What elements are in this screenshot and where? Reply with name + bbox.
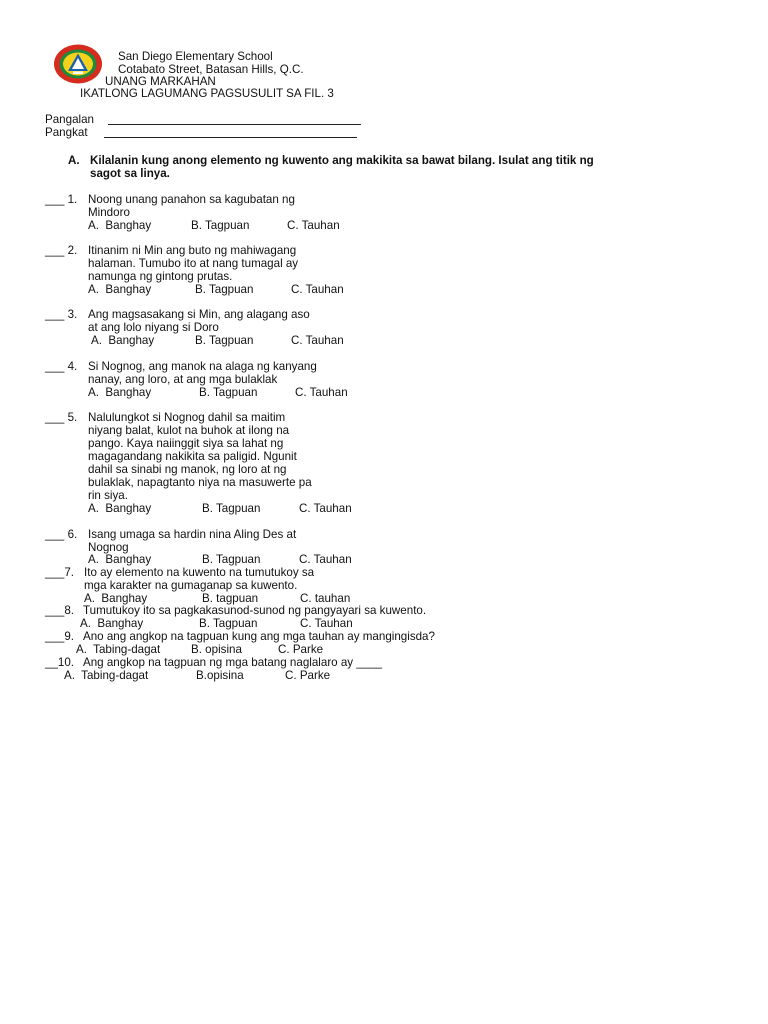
question-text: dahil sa sinabi ng manok, ng loro at ng	[88, 463, 287, 476]
instruction-letter: A.	[68, 154, 80, 167]
choice-c: C. Parke	[278, 643, 324, 656]
school-name: San Diego Elementary School	[118, 50, 273, 63]
choice-a: A. Tabing-dagat	[64, 669, 149, 682]
question-text: Ano ang angkop na tagpuan kung ang mga tauhan ay mangingisda?	[83, 630, 435, 643]
choice-c: C. Tauhan	[300, 617, 353, 630]
question-text: niyang balat, kulot na buhok at ilong na	[88, 424, 290, 437]
choice-a: A. Tabing-dagat	[76, 643, 161, 656]
school-address: Cotabato Street, Batasan Hills, Q.C.	[118, 63, 304, 76]
question-text: Isang umaga sa hardin nina Aling Des at	[88, 528, 297, 541]
name-field-line[interactable]	[108, 124, 361, 125]
question-text: Ang magsasakang si Min, ang alagang aso	[88, 308, 310, 321]
choice-c: C. Tauhan	[295, 386, 348, 399]
question-number: ___ 4.	[45, 360, 78, 373]
question-text: at ang lolo niyang si Doro	[88, 321, 219, 334]
question-text: Mindoro	[88, 206, 130, 219]
choice-a: A. Banghay	[88, 502, 152, 515]
choice-c: C. Tauhan	[299, 553, 352, 566]
quarter-label: UNANG MARKAHAN	[105, 75, 216, 88]
question-text: pango. Kaya naiinggit siya sa lahat ng	[88, 437, 284, 450]
choice-b: B. Tagpuan	[195, 283, 254, 296]
choice-a: A. Banghay	[88, 553, 152, 566]
question-text: rin siya.	[88, 489, 128, 502]
choice-b: B. Tagpuan	[191, 219, 250, 232]
choice-a: A. Banghay	[84, 592, 148, 605]
instruction-line-1: Kilalanin kung anong elemento ng kuwento ang makikita sa bawat bilang. Isulat ang titik ng	[90, 154, 594, 167]
question-number: ___ 1.	[45, 193, 78, 206]
question-text: Tumutukoy ito sa pagkakasunod-sunod ng pangyayari sa kuwento.	[83, 604, 427, 617]
choice-b: B. Tagpuan	[199, 386, 258, 399]
instruction-line-2: sagot sa linya.	[90, 167, 170, 180]
school-logo	[53, 44, 103, 84]
question-text: Ito ay elemento na kuwento na tumutukoy sa	[84, 566, 315, 579]
choice-b: B. Tagpuan	[202, 502, 261, 515]
section-field-line[interactable]	[104, 137, 357, 138]
choice-a: A. Banghay	[80, 617, 144, 630]
choice-c: C. Tauhan	[287, 219, 340, 232]
question-text: mga karakter na gumaganap sa kuwento.	[84, 579, 298, 592]
question-text: Ang angkop na tagpuan ng mga batang naglalaro ay ____	[83, 656, 383, 669]
choice-b: B.opisina	[196, 669, 244, 682]
choice-b: B. opisina	[191, 643, 242, 656]
question-text: Si Nognog, ang manok na alaga ng kanyang	[88, 360, 317, 373]
question-text: nanay, ang loro, at ang mga bulaklak	[88, 373, 278, 386]
choice-c: C. tauhan	[300, 592, 351, 605]
question-number: __10.	[45, 656, 75, 669]
choice-c: C. Tauhan	[291, 334, 344, 347]
question-number: ___ 5.	[45, 411, 78, 424]
name-field-label: Pangalan	[45, 113, 94, 126]
question-text: namunga ng gintong prutas.	[88, 270, 233, 283]
choice-a: A. Banghay	[91, 334, 155, 347]
choice-c: C. Tauhan	[299, 502, 352, 515]
question-text: Itinanim ni Min ang buto ng mahiwagang	[88, 244, 297, 257]
choice-b: B. Tagpuan	[202, 553, 261, 566]
test-title: IKATLONG LAGUMANG PAGSUSULIT SA FIL. 3	[80, 87, 334, 100]
choice-a: A. Banghay	[88, 283, 152, 296]
question-text: bulaklak, napagtanto niya na masuwerte pa	[88, 476, 312, 489]
choice-a: A. Banghay	[88, 219, 152, 232]
choice-b: B. tagpuan	[202, 592, 259, 605]
question-number: ___ 2.	[45, 244, 78, 257]
section-field-label: Pangkat	[45, 126, 88, 139]
question-number: ___8.	[45, 604, 75, 617]
question-text: Nalulungkot si Nognog dahil sa maitim	[88, 411, 286, 424]
question-text: halaman. Tumubo ito at nang tumagal ay	[88, 257, 299, 270]
question-number: ___7.	[45, 566, 75, 579]
question-text: Noong unang panahon sa kagubatan ng	[88, 193, 295, 206]
question-text: Nognog	[88, 541, 129, 554]
choice-b: B. Tagpuan	[199, 617, 258, 630]
question-number: ___9.	[45, 630, 75, 643]
question-number: ___ 3.	[45, 308, 78, 321]
choice-c: C. Tauhan	[291, 283, 344, 296]
question-text: magagandang nakikita sa paligid. Ngunit	[88, 450, 297, 463]
question-number: ___ 6.	[45, 528, 78, 541]
choice-a: A. Banghay	[88, 386, 152, 399]
choice-c: C. Parke	[285, 669, 331, 682]
choice-b: B. Tagpuan	[195, 334, 254, 347]
